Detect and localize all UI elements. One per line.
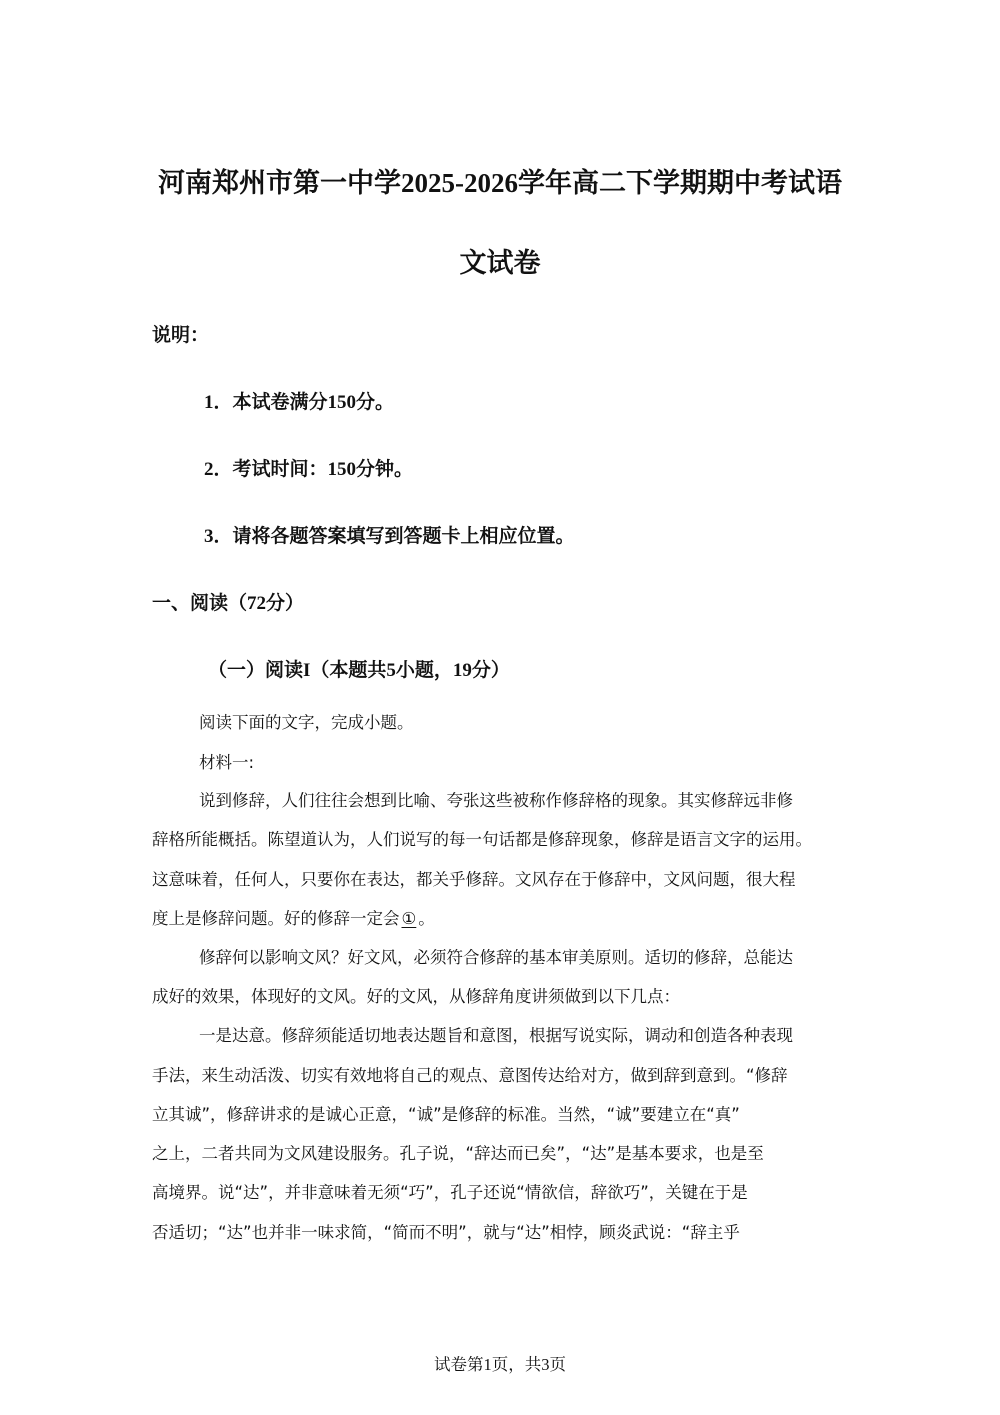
note-item-3: 3．请将各题答案填写到答题卡上相应位置。 <box>204 526 575 547</box>
paragraph3-line1: 一是达意。修辞须能适切地表达题旨和意图，根据写说实际，调动和创造各种表现 <box>199 1026 793 1045</box>
blank-marker-1: ① <box>401 909 417 928</box>
paragraph3-line6: 否适切；“达”也并非一味求简，“简而不明”，就与“达”相悖，顾炎武说：“辞主乎 <box>152 1223 740 1242</box>
page-footer: 试卷第1页，共3页 <box>434 1355 566 1374</box>
exam-title-line2: 文试卷 <box>459 248 541 278</box>
paragraph1-line2: 辞格所能概括。陈望道认为，人们说写的每一句话都是修辞现象，修辞是语言文字的运用。 <box>152 830 812 849</box>
paragraph1-end: 。 <box>418 909 435 928</box>
paragraph3-line5: 高境界。说“达”，并非意味着无须“巧”，孔子还说“情欲信，辞欲巧”，关键在于是 <box>152 1183 748 1202</box>
paragraph2-line1: 修辞何以影响文风？好文风，必须符合修辞的基本审美原则。适切的修辞，总能达 <box>199 948 793 967</box>
paragraph1-line4 <box>152 911 852 928</box>
section-heading: 一、阅读（72分） <box>152 593 305 614</box>
paragraph2-line2: 成好的效果，体现好的文风。好的文风，从修辞角度讲须做到以下几点： <box>152 987 680 1006</box>
note-item-2: 2．考试时间：150分钟。 <box>204 459 414 480</box>
instruction-text: 阅读下面的文字，完成小题。 <box>199 713 414 732</box>
note-item-1: 1．本试卷满分150分。 <box>204 392 395 413</box>
material-label: 材料一: <box>199 753 255 772</box>
subsection-heading: （一）阅读I（本题共5小题，19分） <box>208 660 510 681</box>
paragraph1-line4-text: 度上是修辞问题。好的修辞一定会 <box>152 909 400 928</box>
notes-heading: 说明： <box>152 325 210 346</box>
paragraph3-line3: 立其诚”，修辞讲求的是诚心正意，“诚”是修辞的标准。当然，“诚”要建立在“真” <box>152 1105 740 1124</box>
paragraph3-line2: 手法，来生动活泼、切实有效地将自己的观点、意图传达给对方，做到辞到意到。“修辞 <box>152 1066 788 1085</box>
paragraph3-line4: 之上，二者共同为文风建设服务。孔子说，“辞达而已矣”，“达”是基本要求，也是至 <box>152 1144 764 1163</box>
paragraph1-line3: 这意味着，任何人，只要你在表达，都关乎修辞。文风存在于修辞中，文风问题，很大程 <box>152 870 796 889</box>
exam-title-line1: 河南郑州市第一中学2025-2026学年高二下学期期中考试语 <box>158 168 842 198</box>
paragraph1-line1: 说到修辞，人们往往会想到比喻、夸张这些被称作修辞格的现象。其实修辞远非修 <box>199 791 793 810</box>
